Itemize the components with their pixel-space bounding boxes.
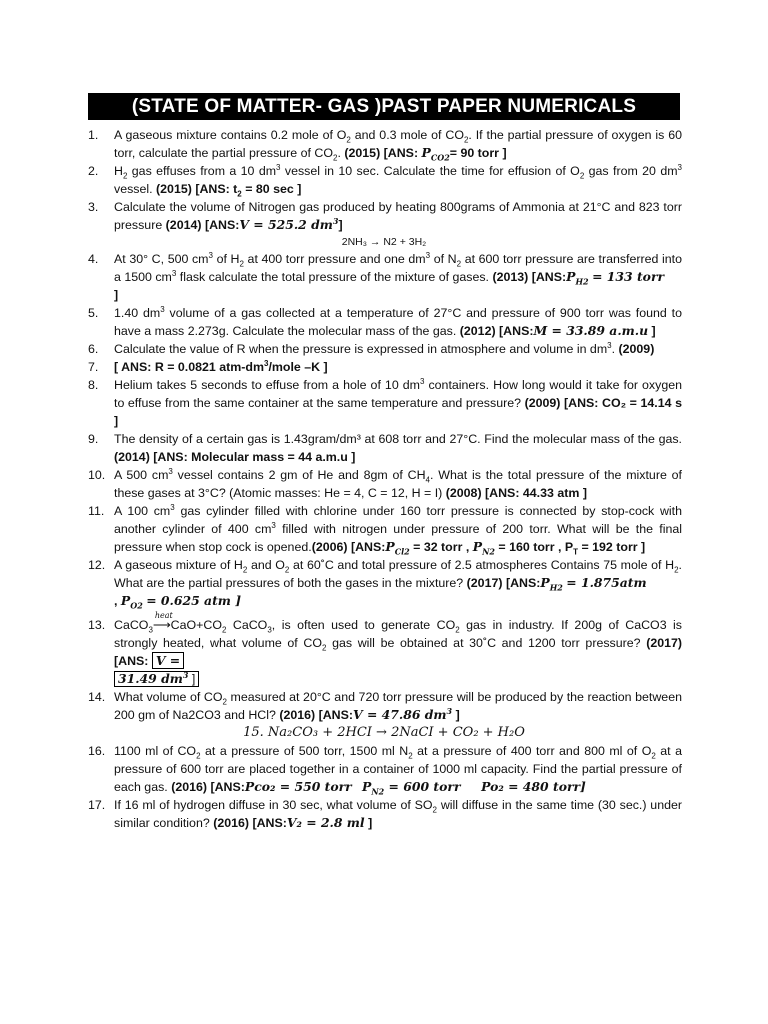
question-text: at 60˚C and total pressure of 2.5 atmospheres Contains 75 mole of H: [289, 558, 675, 572]
answer-box: V =: [152, 652, 184, 669]
item-number: 4.: [88, 252, 99, 266]
answer-math: = 0.625 atm ]: [146, 593, 242, 608]
subscript: 2: [221, 625, 227, 635]
subscript: 2: [432, 805, 437, 815]
question-text: A 500 cm: [114, 468, 169, 482]
answer-prefix: [ANS:: [505, 576, 541, 590]
year-label: (2017): [646, 636, 683, 650]
question-list: [86, 126, 682, 832]
item-number: 8.: [88, 378, 99, 392]
question-text: If 16 ml of hydrogen diffuse in 30 sec, what volume of SO: [114, 798, 433, 812]
answer-math: P: [362, 779, 372, 794]
subscript: 3: [148, 625, 153, 635]
answer-prefix: [ANS:: [350, 540, 386, 554]
answer-math: Pco₂ = 550 torr: [244, 779, 352, 794]
question-text: measured at 20°C and 720 torr pressure will be produced by the reaction between 200 gm of Na2CO3 and HCl?: [114, 690, 682, 722]
subscript: 2: [137, 600, 143, 611]
year-label: (2016): [213, 816, 250, 830]
question-text: Calculate the volume of Nitrogen gas produced by heating 800grams of Ammonia at 21°C and 823 torr pressure: [114, 200, 682, 232]
item-number: 11.: [88, 504, 105, 518]
superscript: 3: [264, 358, 269, 368]
superscript: 3: [160, 304, 165, 314]
subscript: 2: [651, 751, 656, 761]
question-text: CaCO: [226, 618, 268, 632]
subscript: 2: [242, 565, 248, 575]
superscript: 3: [182, 669, 189, 680]
question-text: vessel in 10 sec. Calculate the time for effusion of O: [280, 164, 580, 178]
superscript: 3: [419, 376, 425, 386]
answer-prefix: [ANS:: [252, 816, 287, 830]
subscript: 2: [579, 171, 585, 181]
year-label: (2008): [445, 486, 482, 500]
item-number: 10.: [88, 468, 106, 482]
question-text: gas in industry. If 200g of CaCO3 is strongly heated, what volume of CO: [114, 618, 682, 650]
year-label: (2013): [492, 270, 529, 284]
item-number: 14.: [88, 690, 106, 704]
subscript: 2: [444, 152, 450, 163]
subscript: 2: [196, 751, 201, 761]
item-number: 5.: [88, 306, 99, 320]
list-item: [86, 304, 682, 340]
list-item: [86, 466, 682, 502]
answer-suffix: ]: [455, 708, 460, 722]
question-text: flask calculate the total pressure of the mixture of gases.: [176, 270, 489, 284]
list-item: [86, 688, 682, 724]
question-text: at a pressure of 400 torr and 800 ml of O: [412, 744, 652, 758]
math-symbol: P: [566, 269, 576, 284]
question-text: gas effuses from a 10 dm: [127, 164, 277, 178]
list-item: [86, 796, 682, 832]
year-label: (2015): [156, 182, 192, 196]
question-text: and 0.3 mole of CO: [350, 128, 464, 142]
question-text: containers. How long would it take for oxygen to effuse from the same container at the same temperature and pressure?: [114, 378, 682, 410]
question-text: A gaseous mixture of H: [114, 558, 243, 572]
arrow-icon: heat ⟶: [153, 616, 171, 634]
answer-prefix: [ANS:: [318, 708, 354, 722]
list-item: [86, 376, 682, 430]
question-text: at a pressure of 600 torr are placed together in a container of 1000 ml capacity. Find the partial pressure of each gas.: [114, 744, 682, 794]
question-text: will diffuse in the same time (30 sec.) under similar condition?: [114, 798, 682, 830]
subscript: Cl: [394, 546, 405, 557]
list-item: [86, 126, 682, 162]
question-text: . What is the total pressure of the mixture of these gases at 3°C? (Atomic masses: He = 4, C = 12, H = I): [114, 468, 682, 500]
year-label: (2009): [618, 342, 655, 356]
question-text: at a pressure of 500 torr, 1500 ml N: [200, 744, 409, 758]
question-text: gas cylinder filled with chlorine under 160 torr pressure is connected by stop-cock with another cylinder of 400 cm: [114, 504, 682, 536]
question-text: filled with nitrogen under pressure of 200 torr. What will be the final pressure when stop cock is opened.: [114, 522, 682, 554]
answer: = 192 torr ]: [578, 540, 646, 554]
subscript: 2: [455, 625, 460, 635]
answer: = 80 sec ]: [241, 182, 302, 196]
superscript: 3: [446, 705, 453, 716]
question-text: . If the partial pressure of oxygen is 60 torr, calculate the partial pressure of CO: [114, 128, 682, 160]
year-label: (2016): [171, 780, 208, 794]
item-number: 7.: [88, 360, 99, 374]
subscript: 2: [557, 582, 563, 593]
superscript: 3: [271, 520, 276, 530]
list-item: [86, 742, 682, 796]
question-text: CaO+CO: [170, 618, 222, 632]
subscript: H: [549, 582, 558, 593]
superscript: 3: [171, 268, 177, 278]
item-number: 13.: [88, 618, 106, 632]
subscript: 4: [425, 475, 430, 485]
list-item: [86, 611, 683, 688]
answer-prefix: [ANS:: [210, 780, 245, 794]
list-item: [86, 198, 682, 234]
question-text: What volume of CO: [114, 690, 223, 704]
list-item: [86, 250, 682, 304]
answer-math: V = 525.2 dm: [239, 217, 333, 232]
superscript: 3: [208, 250, 213, 260]
subscript: 2: [489, 546, 495, 557]
subscript: N2: [371, 786, 385, 797]
answer-math: 31.49 dm: [118, 671, 183, 686]
year-label: (2017): [466, 576, 503, 590]
subscript: CO: [430, 152, 445, 163]
question-text: and O: [247, 558, 285, 572]
answer-math: = 1.875atm: [566, 575, 647, 590]
subscript: 2: [122, 171, 128, 181]
subscript: 2: [222, 697, 227, 707]
answer: [ ANS: R = 0.0821 atm-dm: [114, 360, 264, 374]
answer: [ANS: CO₂ = 14.14 s ]: [114, 396, 682, 428]
answer-suffix: ]: [114, 288, 119, 302]
math-symbol: P: [120, 593, 131, 608]
answer-prefix: [ANS:: [114, 654, 149, 668]
answer-suffix: ]: [338, 218, 343, 232]
answer-math: = 600 torr: [384, 779, 461, 794]
subscript: 2: [404, 546, 410, 557]
question-text: Calculate the value of R when the pressure is expressed in atmosphere and volume in dm: [114, 342, 608, 356]
question-text: of N: [430, 252, 457, 266]
reaction-equation: 2NH₃ → N2 + 3H₂: [341, 236, 427, 248]
answer-box: 31.49 $dm^3$ ]: [114, 671, 199, 687]
list-item: [86, 162, 682, 198]
answer-prefix: [ANS:: [499, 324, 534, 338]
subscript: H: [575, 276, 584, 287]
page-title: (STATE OF MATTER- GAS )PAST PAPER NUMERICALS: [88, 93, 680, 120]
answer: [ANS: t: [195, 182, 238, 196]
answer-math: = 133 torr: [592, 269, 664, 284]
question-text: gas will be obtained at 30˚C and 1200 torr pressure?: [326, 636, 641, 650]
year-label: (2015): [344, 146, 381, 160]
superscript: 3: [607, 340, 612, 350]
answer-math: V₂ = 2.8 ml: [286, 815, 365, 830]
question-text: .: [611, 342, 616, 356]
question-text: of H: [212, 252, 240, 266]
superscript: 3: [332, 215, 339, 226]
question-text: CaCO: [114, 618, 149, 632]
answer: [ANS: 44.33 atm ]: [485, 486, 587, 500]
item-number: 9.: [88, 432, 99, 446]
answer: = 32 torr ,: [409, 540, 470, 554]
item-number: 12.: [88, 558, 106, 572]
reaction-equation: 15. Na₂CO₃ + 2HCI → 2NaCI + CO₂ + H₂O: [243, 725, 525, 740]
item-number: 17.: [88, 798, 106, 812]
subscript: 2: [346, 135, 351, 145]
math-symbol: P: [540, 575, 550, 590]
list-item: [86, 502, 682, 556]
answer-prefix: [ANS:: [531, 270, 567, 284]
question-text: at 600 torr pressure are transferred into a 1500 cm: [114, 252, 683, 284]
subscript: 2: [583, 276, 589, 287]
question-text: .: [337, 146, 341, 160]
list-item: [86, 430, 682, 466]
answer-prefix: [ANS:: [204, 218, 240, 232]
item-number: 2.: [88, 164, 99, 178]
superscript: 3: [425, 250, 431, 260]
question-text: . What are the partial pressures of both the gases in the mixture?: [114, 558, 682, 590]
subscript: 2: [674, 565, 679, 575]
question-text: At 30° C, 500 cm: [114, 252, 209, 266]
question-text: volume of a gas collected at a temperature of 27°C and pressure of 900 torr was found to have a mass 2.273g. Calculate the molecular mass of the gas.: [114, 306, 682, 338]
subscript: T: [573, 547, 579, 557]
item-number: 16.: [88, 744, 106, 758]
answer-prefix: [ANS:: [383, 146, 422, 160]
year-label: (2016): [279, 708, 316, 722]
heat-label: heat: [154, 611, 173, 620]
list-item: [86, 340, 682, 358]
answer-math: V = 47.86 dm: [353, 707, 447, 722]
year-label: (2006): [311, 540, 348, 554]
answer-suffix: ]: [651, 324, 656, 338]
subscript: 3: [267, 625, 272, 635]
answer: /mole –K ]: [268, 360, 328, 374]
list-item: 12. A gaseous mixture of $H_2$ and $O_2$ at 60˚C and total pressure of 2.5 atmospheres Contains 75 mole of $H_2$. What are the partial pressures of both the gases in the mixture? (2017) [$ANS:P_{H2} = 1.875atm$ , $P_{O2} = 0.625$ atm ]: [88, 558, 682, 611]
math-symbol: P: [385, 539, 395, 554]
subscript: 2: [284, 565, 290, 575]
superscript: 3: [170, 502, 175, 512]
question-text: 1.40 dm: [114, 306, 161, 320]
superscript: 3: [276, 162, 281, 172]
superscript: 3: [168, 466, 173, 476]
year-label: (2009): [524, 396, 561, 410]
math-symbol: P: [421, 145, 431, 160]
list-item: [86, 358, 682, 376]
question-text: , is often used to generate CO: [271, 618, 456, 632]
subscript: 2: [408, 751, 413, 761]
superscript: 3: [677, 162, 682, 172]
question-text: vessel contains 2 gm of He and 8gm of CH: [172, 468, 426, 482]
math-symbol: P: [472, 539, 483, 554]
question-text: vessel.: [114, 182, 153, 196]
item-number: 6.: [88, 342, 99, 356]
subscript: 2: [322, 643, 327, 653]
question-text: 1100 ml of CO: [114, 744, 197, 758]
question-text: A gaseous mixture contains 0.2 mole of O: [114, 128, 347, 142]
answer-suffix: ]: [368, 816, 373, 830]
subscript: O: [130, 600, 138, 611]
question-text: A 100 cm: [114, 504, 171, 518]
answer: [ANS: Molecular mass = 44 a.m.u ]: [153, 450, 356, 464]
question-text: at 400 torr pressure and one dm: [243, 252, 426, 266]
year-label: (2014): [114, 450, 150, 464]
answer: = 160 torr , P: [494, 540, 574, 554]
item-number: 1.: [88, 128, 99, 142]
subscript: 2: [239, 259, 244, 269]
subscript: 2: [237, 189, 242, 199]
item-number: 3.: [88, 200, 99, 214]
subscript: 2: [333, 153, 338, 163]
year-label: (2012): [459, 324, 496, 338]
subscript: N: [482, 546, 490, 557]
question-text: Helium takes 5 seconds to effuse from a hole of 10 dm: [114, 378, 420, 392]
answer-value: = 90 torr ]: [449, 146, 507, 160]
subscript: 2: [463, 135, 469, 145]
year-label: (2014): [165, 218, 202, 232]
subscript: 2: [456, 259, 462, 269]
answer-math: M = 33.89 a.m.u: [533, 323, 649, 338]
answer-math: Po₂ = 480 torr]: [481, 779, 586, 794]
question-text: The density of a certain gas is 1.43gram/dm³ at 608 torr and 27°C. Find the molecular mass of the gas.: [114, 432, 682, 446]
question-text: H: [114, 164, 123, 178]
question-text: gas from 20 dm: [584, 164, 678, 178]
